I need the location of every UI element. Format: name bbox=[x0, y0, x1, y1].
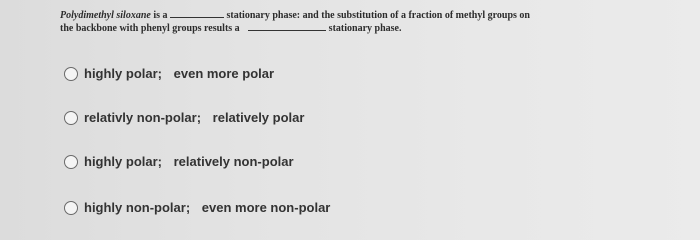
option-3-second: relatively non-polar bbox=[173, 154, 294, 169]
answer-blank-1 bbox=[170, 8, 224, 18]
answer-blank-2 bbox=[248, 21, 326, 31]
option-label bbox=[84, 200, 330, 215]
question-subject: Polydimethyl siloxane bbox=[60, 10, 151, 21]
option-3[interactable] bbox=[64, 154, 294, 169]
question-fragment: stationary phase. bbox=[328, 23, 402, 34]
option-1-first: highly polar; bbox=[84, 66, 162, 81]
question-fragment: the backbone with phenyl groups results a bbox=[60, 23, 240, 34]
question-line-2 bbox=[60, 21, 401, 35]
radio-button[interactable] bbox=[64, 67, 78, 81]
radio-button[interactable] bbox=[64, 111, 78, 125]
option-2-first: relativly non-polar; bbox=[84, 110, 202, 125]
radio-button[interactable] bbox=[64, 155, 78, 169]
option-2-second: relatively polar bbox=[212, 110, 305, 125]
option-4-first: highly non-polar; bbox=[84, 200, 191, 215]
question-fragment: stationary phase: and the substitution of a fraction of methyl groups on bbox=[226, 10, 530, 21]
radio-button[interactable] bbox=[64, 201, 78, 215]
option-1[interactable] bbox=[64, 66, 274, 81]
option-3-first: highly polar; bbox=[84, 154, 162, 169]
option-4-second: even more non-polar bbox=[201, 200, 331, 215]
question-line-1 bbox=[60, 8, 530, 22]
question-fragment: is a bbox=[153, 10, 168, 21]
option-label bbox=[84, 66, 274, 81]
option-label bbox=[84, 110, 304, 125]
option-1-second: even more polar bbox=[173, 66, 275, 81]
option-label bbox=[84, 154, 294, 169]
option-4[interactable] bbox=[64, 200, 330, 215]
option-2[interactable] bbox=[64, 110, 304, 125]
